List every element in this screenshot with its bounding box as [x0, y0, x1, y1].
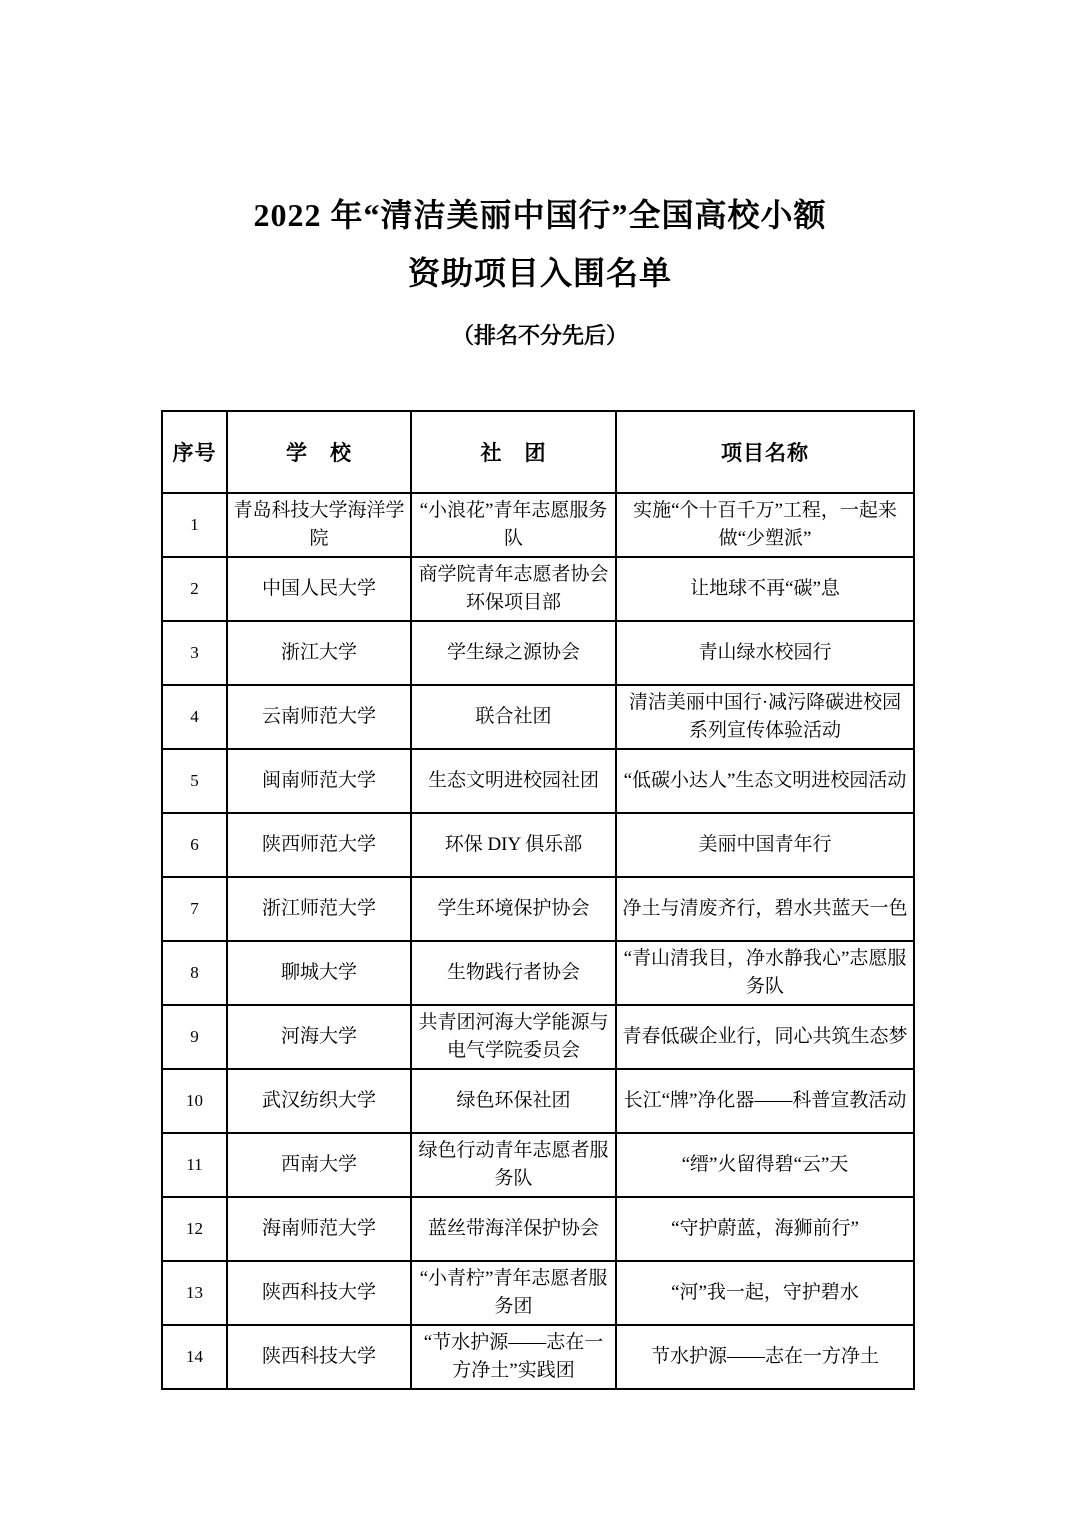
cell-club: 蓝丝带海洋保护协会 — [411, 1197, 616, 1261]
table-row — [162, 1261, 914, 1325]
cell-club: “小浪花”青年志愿服务队 — [411, 493, 616, 557]
cell-club: 学生绿之源协会 — [411, 621, 616, 685]
cell-no: 9 — [162, 1005, 227, 1069]
cell-school: 西南大学 — [227, 1133, 411, 1197]
cell-no: 2 — [162, 557, 227, 621]
cell-club: 生态文明进校园社团 — [411, 749, 616, 813]
cell-club: 共青团河海大学能源与电气学院委员会 — [411, 1005, 616, 1069]
document-title-line1: 2022 年“清洁美丽中国行”全国高校小额 — [253, 197, 827, 233]
table-row — [162, 685, 914, 749]
cell-school: 云南师范大学 — [227, 685, 411, 749]
cell-school: 河海大学 — [227, 1005, 411, 1069]
cell-club: “节水护源——志在一方净土”实践团 — [411, 1325, 616, 1389]
table-header-row — [162, 411, 914, 493]
cell-club: 联合社团 — [411, 685, 616, 749]
cell-school: 浙江大学 — [227, 621, 411, 685]
document-title — [0, 0, 1080, 302]
cell-school: 闽南师范大学 — [227, 749, 411, 813]
cell-no: 13 — [162, 1261, 227, 1325]
cell-project: “河”我一起，守护碧水 — [616, 1261, 914, 1325]
cell-project: 清洁美丽中国行·减污降碳进校园系列宣传体验活动 — [616, 685, 914, 749]
table-row — [162, 557, 914, 621]
cell-club: 生物践行者协会 — [411, 941, 616, 1005]
shortlist-table — [161, 410, 915, 1390]
cell-no: 4 — [162, 685, 227, 749]
table-row — [162, 813, 914, 877]
cell-project: 实施“个十百千万”工程，一起来做“少塑派” — [616, 493, 914, 557]
cell-school: 陕西科技大学 — [227, 1325, 411, 1389]
cell-club: 绿色行动青年志愿者服务队 — [411, 1133, 616, 1197]
cell-school: 青岛科技大学海洋学院 — [227, 493, 411, 557]
cell-project: 青春低碳企业行，同心共筑生态梦 — [616, 1005, 914, 1069]
cell-project: “青山清我目，净水静我心”志愿服务队 — [616, 941, 914, 1005]
cell-no: 6 — [162, 813, 227, 877]
cell-school: 聊城大学 — [227, 941, 411, 1005]
table-row — [162, 621, 914, 685]
table-row — [162, 493, 914, 557]
table-row — [162, 1197, 914, 1261]
table-row — [162, 877, 914, 941]
cell-no: 3 — [162, 621, 227, 685]
cell-project: “低碳小达人”生态文明进校园活动 — [616, 749, 914, 813]
cell-no: 14 — [162, 1325, 227, 1389]
column-header-school: 学 校 — [227, 411, 411, 493]
cell-school: 武汉纺织大学 — [227, 1069, 411, 1133]
cell-club: 商学院青年志愿者协会环保项目部 — [411, 557, 616, 621]
cell-school: 海南师范大学 — [227, 1197, 411, 1261]
cell-club: “小青柠”青年志愿者服务团 — [411, 1261, 616, 1325]
table-row — [162, 1005, 914, 1069]
cell-school: 浙江师范大学 — [227, 877, 411, 941]
cell-no: 1 — [162, 493, 227, 557]
document-title-line2: 资助项目入围名单 — [407, 255, 672, 291]
column-header-no: 序号 — [162, 411, 227, 493]
table-row — [162, 941, 914, 1005]
column-header-project: 项目名称 — [616, 411, 914, 493]
cell-project: 让地球不再“碳”息 — [616, 557, 914, 621]
cell-project: “缙”火留得碧“云”天 — [616, 1133, 914, 1197]
cell-club: 学生环境保护协会 — [411, 877, 616, 941]
table-row — [162, 749, 914, 813]
cell-no: 12 — [162, 1197, 227, 1261]
cell-project: “守护蔚蓝，海狮前行” — [616, 1197, 914, 1261]
table-body — [162, 493, 914, 1389]
cell-school: 陕西科技大学 — [227, 1261, 411, 1325]
cell-project: 青山绿水校园行 — [616, 621, 914, 685]
column-header-club: 社 团 — [411, 411, 616, 493]
cell-no: 10 — [162, 1069, 227, 1133]
cell-no: 8 — [162, 941, 227, 1005]
cell-school: 中国人民大学 — [227, 557, 411, 621]
document-subtitle: （排名不分先后） — [451, 323, 628, 348]
table-row — [162, 1325, 914, 1389]
table-row — [162, 1069, 914, 1133]
cell-no: 11 — [162, 1133, 227, 1197]
cell-project: 美丽中国青年行 — [616, 813, 914, 877]
cell-no: 5 — [162, 749, 227, 813]
cell-project: 长江“牌”净化器——科普宣教活动 — [616, 1069, 914, 1133]
cell-no: 7 — [162, 877, 227, 941]
cell-school: 陕西师范大学 — [227, 813, 411, 877]
cell-project: 节水护源——志在一方净土 — [616, 1325, 914, 1389]
table-row — [162, 1133, 914, 1197]
cell-club: 环保 DIY 俱乐部 — [411, 813, 616, 877]
cell-club: 绿色环保社团 — [411, 1069, 616, 1133]
cell-project: 净土与清废齐行，碧水共蓝天一色 — [616, 877, 914, 941]
